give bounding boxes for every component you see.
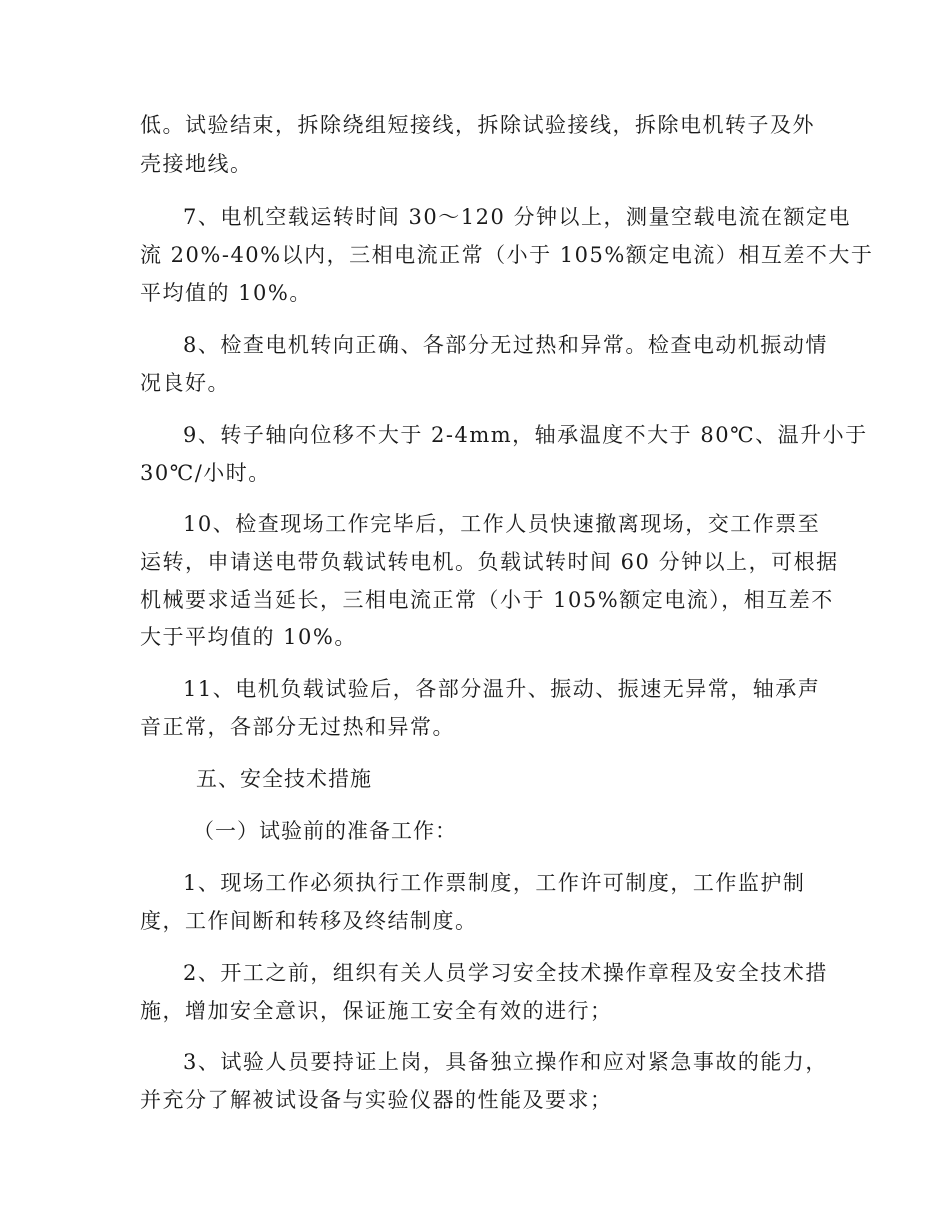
section-heading: 五、安全技术措施 bbox=[196, 767, 372, 791]
paragraph-line: 8、检查电机转向正确、各部分无过热和异常。检查电动机振动情 bbox=[183, 333, 828, 357]
paragraph-line: 并充分了解被试设备与实验仪器的性能及要求； bbox=[140, 1088, 613, 1112]
paragraph-line: 平均值的 10%。 bbox=[140, 281, 312, 305]
paragraph-line: 度，工作间断和转移及终结制度。 bbox=[140, 909, 478, 933]
paragraph-line: 7、电机空载运转时间 30～120 分钟以上，测量空载电流在额定电 bbox=[183, 205, 852, 229]
paragraph-line: 30℃/小时。 bbox=[140, 461, 271, 485]
paragraph-line: 况良好。 bbox=[140, 371, 230, 395]
paragraph-line: 音正常，各部分无过热和异常。 bbox=[140, 715, 455, 739]
subsection-heading: （一）试验前的准备工作： bbox=[193, 819, 457, 843]
paragraph-line: 3、试验人员要持证上岗，具备独立操作和应对紧急事故的能力， bbox=[183, 1050, 828, 1074]
paragraph-line: 11、电机负载试验后，各部分温升、振动、振速无异常，轴承声 bbox=[183, 677, 821, 701]
paragraph-line: 流 20%-40%以内，三相电流正常（小于 105%额定电流）相互差不大于 bbox=[140, 243, 874, 267]
paragraph-line: 2、开工之前，组织有关人员学习安全技术操作章程及安全技术措 bbox=[183, 961, 828, 985]
paragraph-line: 机械要求适当延长，三相电流正常（小于 105%额定电流），相互差不 bbox=[140, 588, 834, 612]
paragraph-line: 壳接地线。 bbox=[140, 152, 253, 176]
paragraph-line: 施，增加安全意识，保证施工安全有效的进行； bbox=[140, 999, 613, 1023]
paragraph-line: 9、转子轴向位移不大于 2-4mm，轴承温度不大于 80℃、温升小于 bbox=[183, 423, 868, 447]
paragraph-line: 大于平均值的 10%。 bbox=[140, 625, 357, 649]
paragraph-line: 运转，申请送电带负载试转电机。负载试转时间 60 分钟以上，可根据 bbox=[140, 550, 839, 574]
paragraph-line: 低。试验结束，拆除绕组短接线，拆除试验接线，拆除电机转子及外 bbox=[140, 113, 815, 137]
paragraph-line: 10、检查现场工作完毕后，工作人员快速撤离现场，交工作票至 bbox=[183, 512, 821, 536]
paragraph-line: 1、现场工作必须执行工作票制度，工作许可制度，工作监护制 bbox=[183, 871, 806, 895]
